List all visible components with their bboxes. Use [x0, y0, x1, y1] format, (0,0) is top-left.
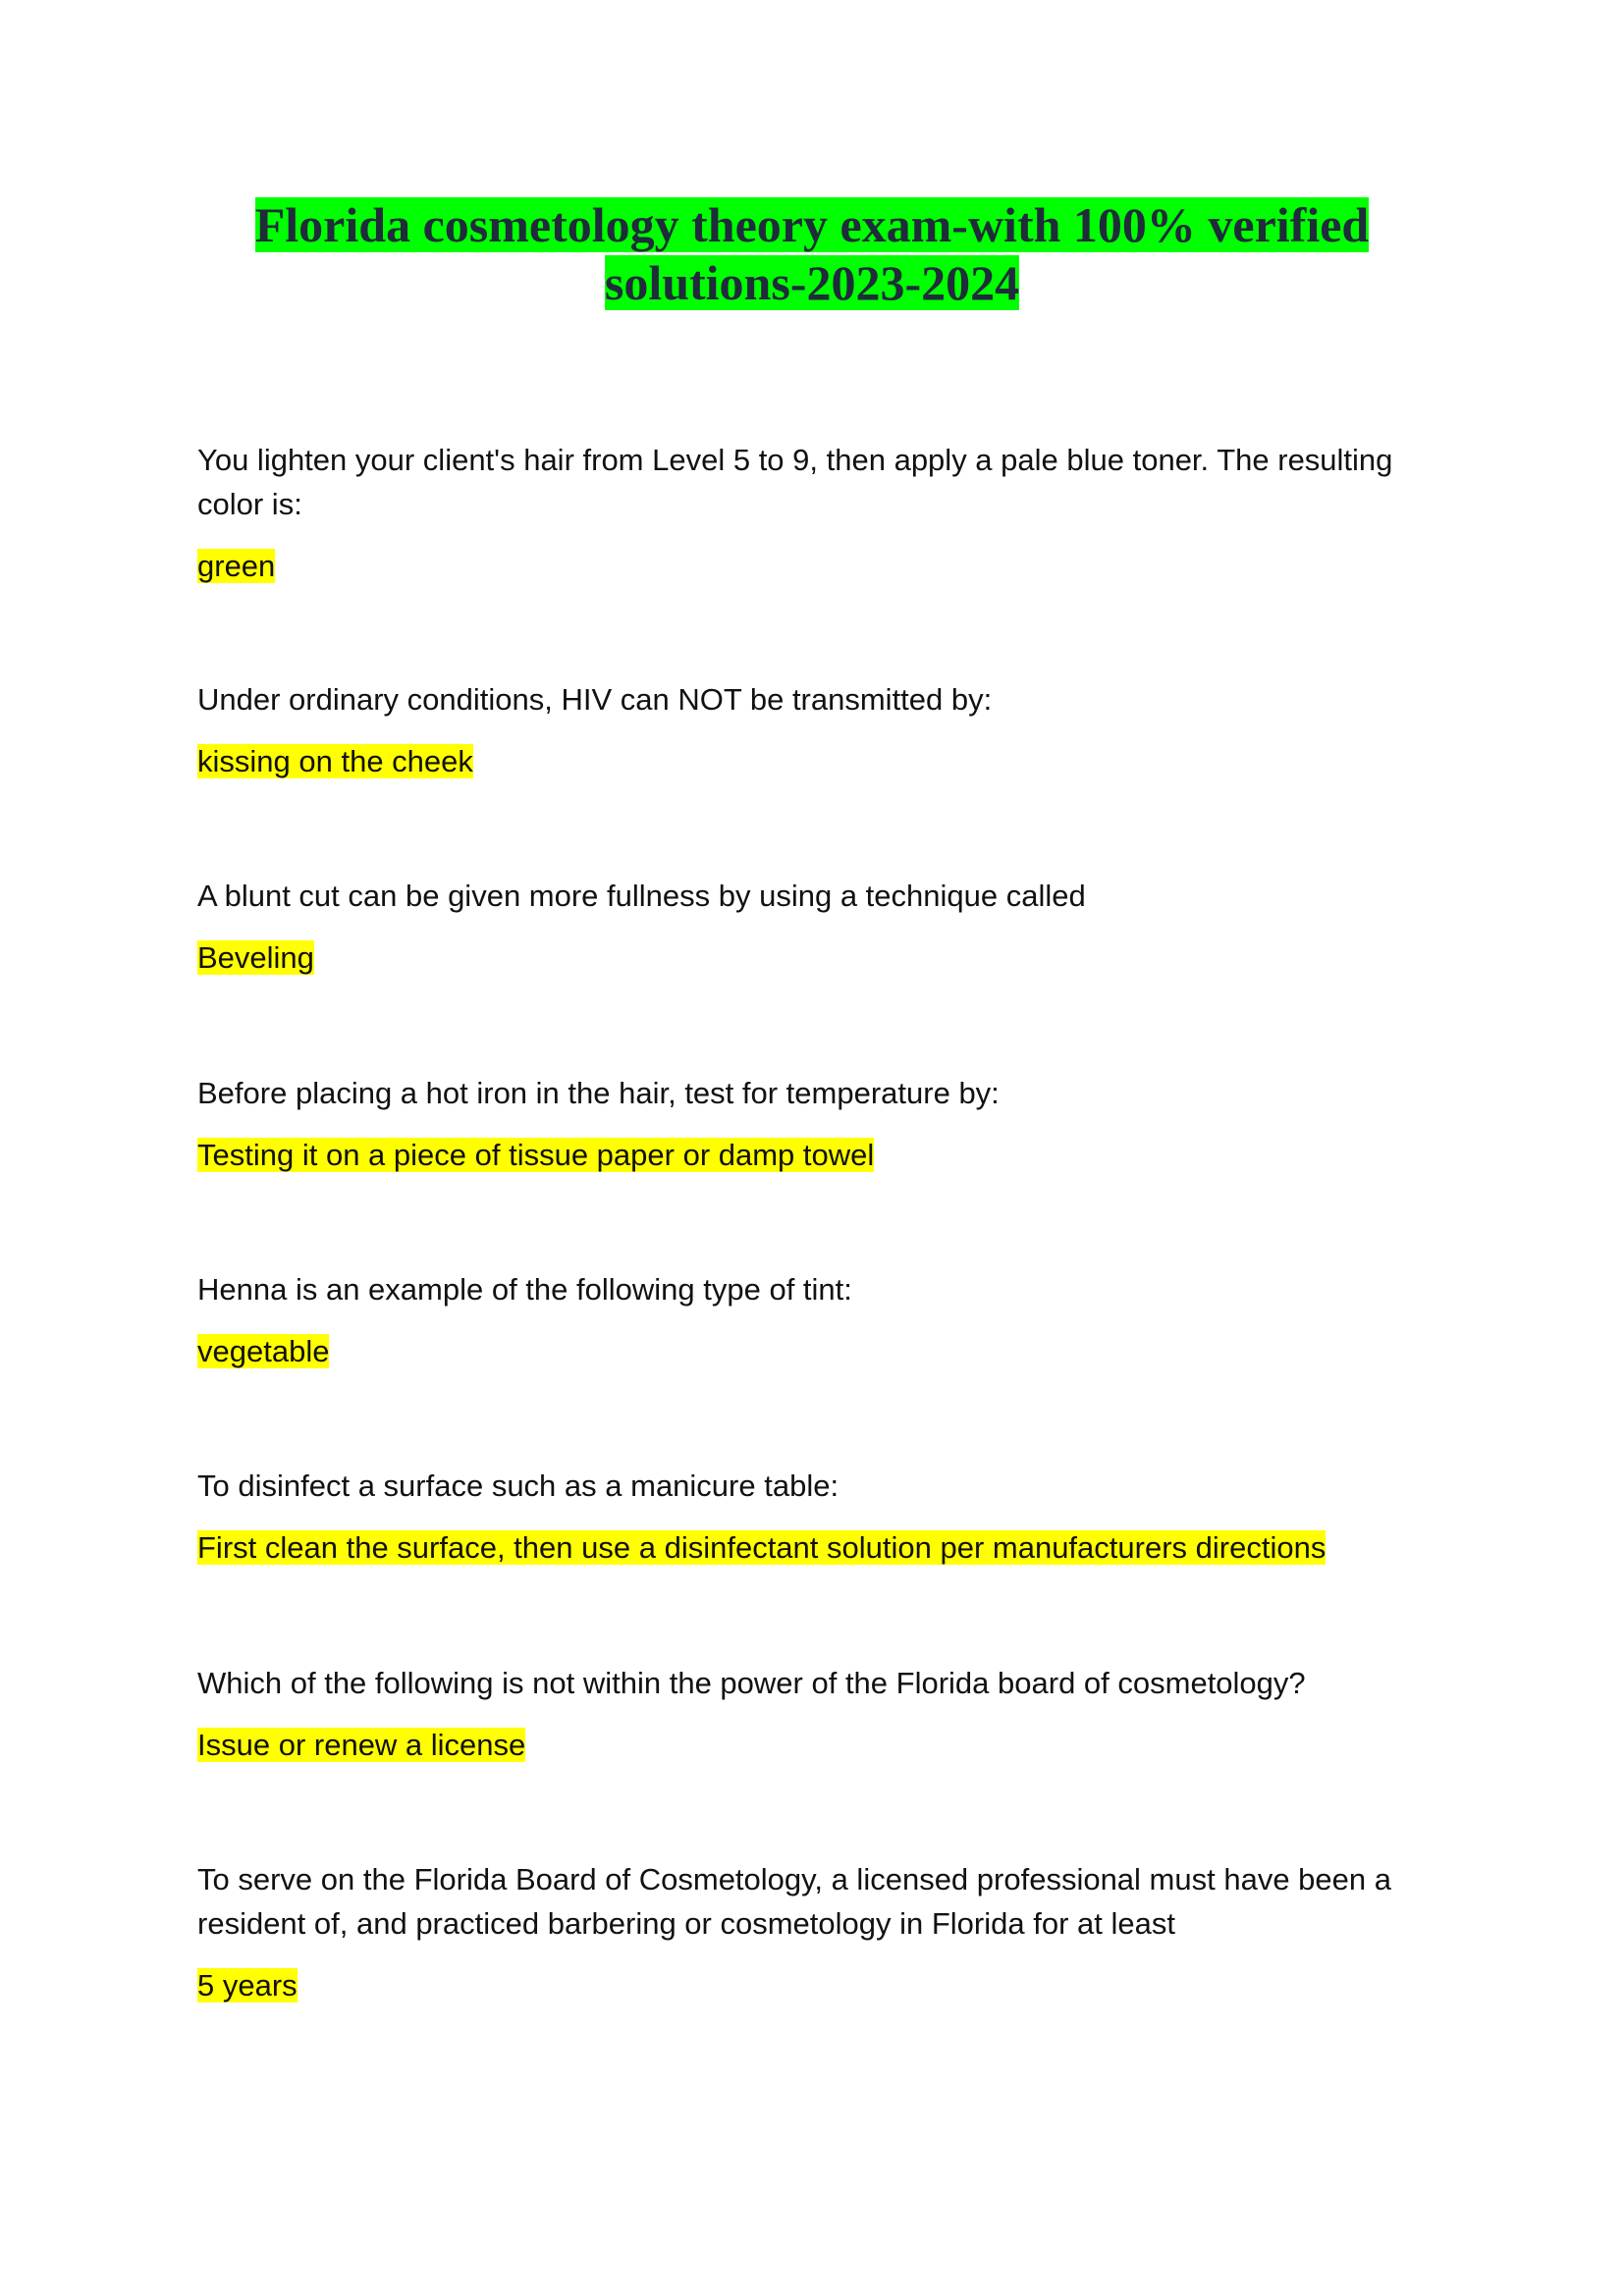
answer-highlight: kissing on the cheek [197, 744, 473, 778]
answer-highlight: 5 years [197, 1968, 298, 2002]
qa-item-2 [197, 677, 1435, 783]
answer-highlight: vegetable [197, 1334, 330, 1368]
qa-item-3 [197, 874, 1435, 980]
answer-highlight: First clean the surface, then use a disinfectant solution per manufacturers directions [197, 1530, 1326, 1565]
answer-text [197, 739, 1435, 783]
answer-text [197, 1963, 1435, 2007]
question-text: Before placing a hot iron in the hair, test for temperature by: [197, 1076, 1000, 1110]
question-text: A blunt cut can be given more fullness by using a technique called [197, 879, 1086, 913]
question-text: Under ordinary conditions, HIV can NOT be transmitted by: [197, 682, 993, 717]
qa-item-1 [197, 438, 1435, 588]
question-text: Henna is an example of the following type of tint: [197, 1272, 852, 1307]
answer-highlight: Issue or renew a license [197, 1728, 526, 1762]
answer-highlight: green [197, 549, 276, 583]
answer-highlight: Beveling [197, 940, 314, 975]
qa-item-5 [197, 1267, 1435, 1373]
question-text: You lighten your client's hair from Level 5 to 9, then apply a pale blue toner. The resulting color is: [197, 443, 1393, 521]
answer-highlight: Testing it on a piece of tissue paper or damp towel [197, 1138, 875, 1172]
qa-item-7 [197, 1661, 1435, 1767]
answer-text [197, 1133, 1435, 1177]
qa-item-6 [197, 1464, 1435, 1570]
answer-text [197, 1525, 1435, 1570]
question-text: To disinfect a surface such as a manicure table: [197, 1468, 839, 1503]
answer-text [197, 544, 1435, 588]
qa-item-4 [197, 1071, 1435, 1177]
document-title [196, 196, 1428, 312]
qa-item-8 [197, 1857, 1435, 2007]
answer-text [197, 935, 1435, 980]
answer-text [197, 1329, 1435, 1373]
question-text: To serve on the Florida Board of Cosmetology, a licensed professional must have been a resident of, and practiced barbering or cosmetology in Florida for at least [197, 1862, 1391, 1941]
title-highlight: Florida cosmetology theory exam-with 100% verified solutions-2023-2024 [254, 197, 1370, 310]
question-text: Which of the following is not within the power of the Florida board of cosmetology? [197, 1666, 1306, 1700]
answer-text [197, 1723, 1435, 1767]
